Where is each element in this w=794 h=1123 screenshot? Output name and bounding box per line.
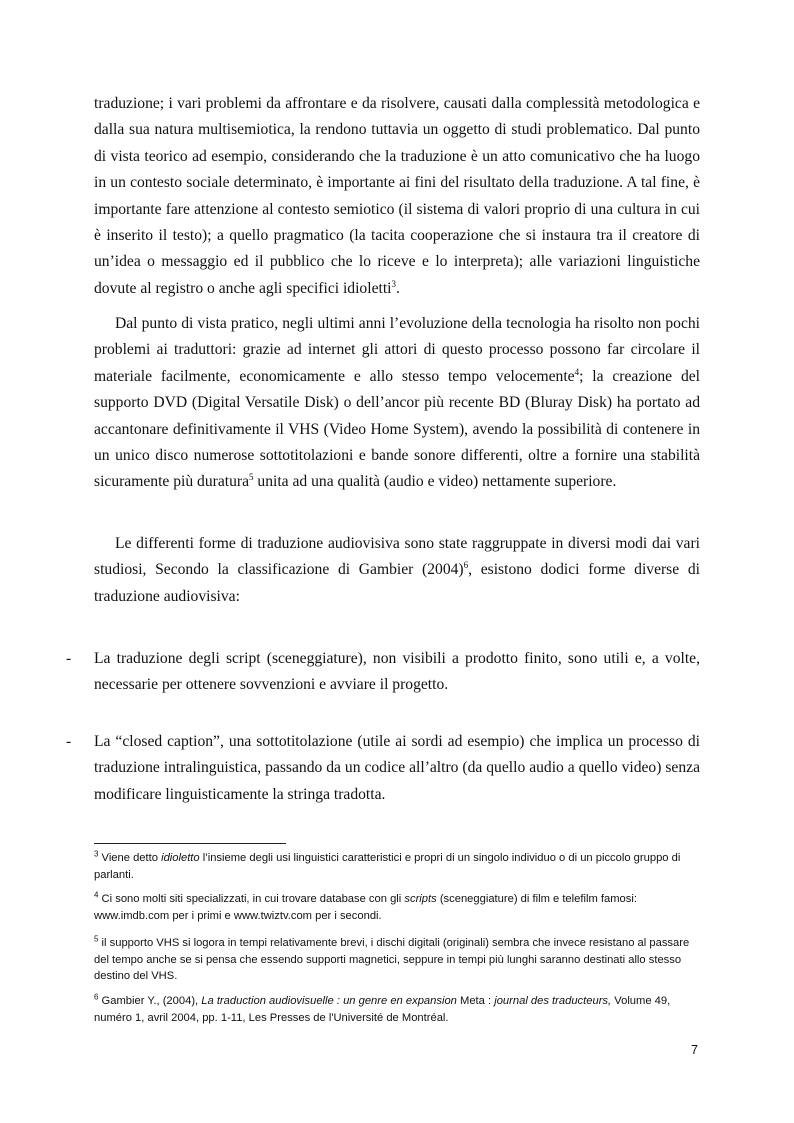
body-paragraph-2: Dal punto di vista pratico, negli ultimi anni l’evoluzione della tecnologia ha risolto non pochi problemi ai traduttori: grazie ad internet gli attori di questo processo possono far circolare il materiale facilmente, economicamente e allo stesso tempo velocemente$^4$; la creazione del supporto DVD (Digital Versatile Disk) o dell’ancor più recente BD (Bluray Disk) ha portato ad accantonare definitivamente il VHS (Video Home System), avendo la possibilità di contenere in un unico disco numerose sottotitolazioni e bande sonore differenti, oltre a fornire una stabilità sicuramente più duratura$^5$ unita ad una qualità (audio e video) nettamente superiore. [94, 315, 700, 491]
footnote-3: $^3$ Viene detto idioletto l’insieme degli usi linguistici caratteristici e propri di un singolo individuo o di un piccolo gruppo di parlanti. [94, 849, 681, 881]
footnote-ref-4[interactable]: 4 [574, 366, 580, 377]
footnote-separator [94, 843, 286, 844]
list-item-script-translation: La traduzione degli script (sceneggiature), non visibili a prodotto finito, sono utili e, a volte, necessarie per ottenere sovvenzioni e avviare il progetto. [94, 650, 700, 694]
body-paragraph-1: traduzione; i vari problemi da affrontare e da risolvere, causati dalla complessità metodologica e dalla sua natura multisemiotica, la rendono tuttavia un oggetto di studi problematico. Dal punto di vista teorico ad esempio, considerando che la traduzione è un atto comunicativo che ha luogo in un contesto sociale determinato, è importante ai fini del risultato della traduzione. A tal fine, è importante fare attenzione al contesto semiotico (il sistema di valori proprio di una cultura in cui è inserito il testo); a quello pragmatico (la tacita cooperazione che si instaura tra il creatore di un’idea o messaggio ed il pubblico che lo riceve e lo interpreta); alle variazioni linguistiche dovute al registro o anche agli specifici idioletti$^3$. [94, 95, 700, 297]
footnote-ref-5[interactable]: 5 [249, 472, 254, 483]
footnote-6: $^6$ Gambier Y., (2004), La traduction audiovisuelle : un genre en expansion Meta : journal des traducteurs, Volume 49, numéro 1, avril 2004, pp. 1-11, Les Presses de l'Université de Montréal. [94, 992, 671, 1024]
footnote-ref-6[interactable]: 6 [463, 560, 469, 571]
footnote-ref-3[interactable]: 3 [391, 278, 396, 289]
page-number: 7 [691, 1043, 698, 1057]
list-bullet-1: - [66, 650, 72, 667]
body-paragraph-3: Le differenti forme di traduzione audiovisiva sono state raggruppate in diversi modi dai vari studiosi, Secondo la classificazione di Gambier $(2004)^6$, esistono dodici forme diverse di traduzione audiovisiva: [94, 535, 701, 605]
footnote-5: $^5$ il supporto VHS si logora in tempi relativamente brevi, i dischi digitali (originali) sembra che invece resistano al passare del tempo anche se si pensa che essendo supporti magnetici, seppure in tempi più lunghi saranno destinati allo stesso destino del VHS. [94, 934, 690, 982]
list-item-closed-caption: La “closed caption”, una sottotitolazione (utile ai sordi ad esempio) che implica un processo di traduzione intralinguistica, passando da un codice all’altro (da quello audio a quello video) senza modificare linguisticamente la stringa tradotta. [94, 733, 700, 803]
footnote-4: $^4$ Ci sono molti siti specializzati, in cui trovare database con gli scripts (sceneggiature) di film e telefilm famosi: www.imdb.com per i primi e www.twiztv.com per i secondi. [94, 890, 637, 922]
list-bullet-2: - [66, 733, 72, 750]
